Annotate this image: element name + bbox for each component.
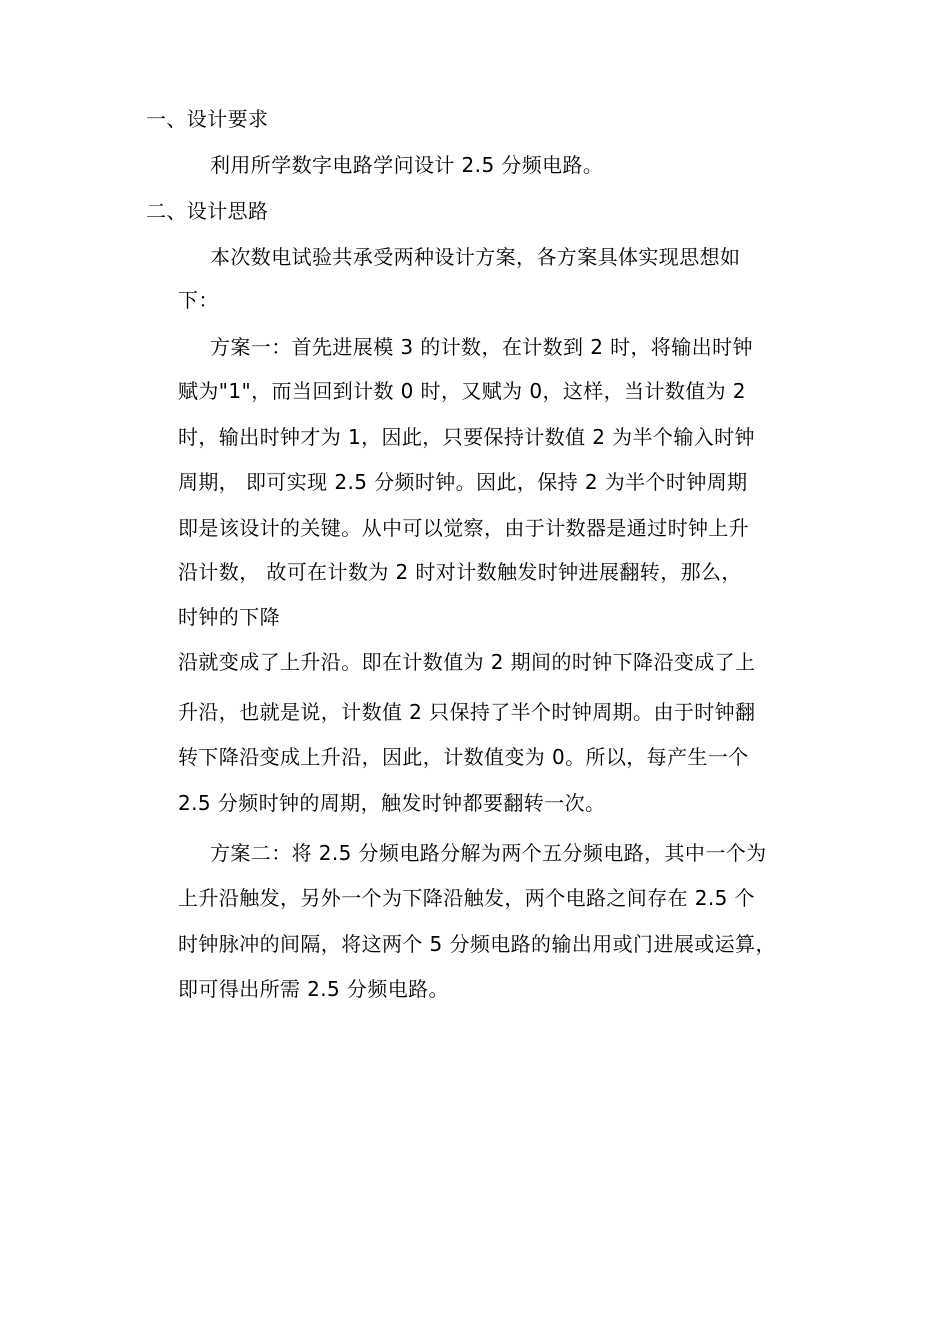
plan1-line-6: 沿计数， 故可在计数为 2 时对计数触发时钟进展翻转，那么， — [178, 560, 742, 584]
plan1-line-1: 方案一：首先进展模 3 的计数，在计数到 2 时，将输出时钟 — [210, 335, 753, 359]
plan2-line-4: 即可得出所需 2.5 分频电路。 — [178, 977, 449, 1001]
plan1-line-3: 时，输出时钟才为 1，因此，只要保持计数值 2 为半个输入时钟 — [178, 425, 755, 449]
plan1-line-5: 即是该设计的关键。从中可以觉察，由于计数器是通过时钟上升 — [178, 516, 750, 540]
plan2-line-2: 上升沿触发，另外一个为下降沿触发，两个电路之间存在 2.5 个 — [178, 886, 755, 910]
plan1-line-8: 沿就变成了上升沿。即在计数值为 2 期间的时钟下降沿变成了上 — [178, 650, 756, 674]
section2-heading: 二、设计思路 — [146, 199, 269, 223]
plan1-line-10: 转下降沿变成上升沿，因此，计数值变为 0。所以，每产生一个 — [178, 745, 749, 769]
plan1-line-11: 2.5 分频时钟的周期，触发时钟都要翻转一次。 — [178, 791, 606, 815]
plan2-line-1: 方案二：将 2.5 分频电路分解为两个五分频电路，其中一个为 — [210, 841, 767, 865]
plan1-line-9: 升沿，也就是说，计数值 2 只保持了半个时钟周期。由于时钟翻 — [178, 700, 756, 724]
section1-heading: 一、设计要求 — [146, 107, 269, 131]
plan2-line-3: 时钟脉冲的间隔，将这两个 5 分频电路的输出用或门进展或运算， — [178, 932, 776, 956]
plan1-line-2: 赋为"1"，而当回到计数 0 时，又赋为 0，这样，当计数值为 2 — [178, 379, 746, 403]
intro-line-2: 下： — [178, 288, 219, 312]
plan1-line-7: 时钟的下降 — [178, 605, 280, 629]
section1-paragraph: 利用所学数字电路学问设计 2.5 分频电路。 — [210, 153, 604, 177]
plan1-line-4: 周期， 即可实现 2.5 分频时钟。因此，保持 2 为半个时钟周期 — [178, 470, 748, 494]
intro-line-1: 本次数电试验共承受两种设计方案，各方案具体实现思想如 — [210, 245, 741, 269]
